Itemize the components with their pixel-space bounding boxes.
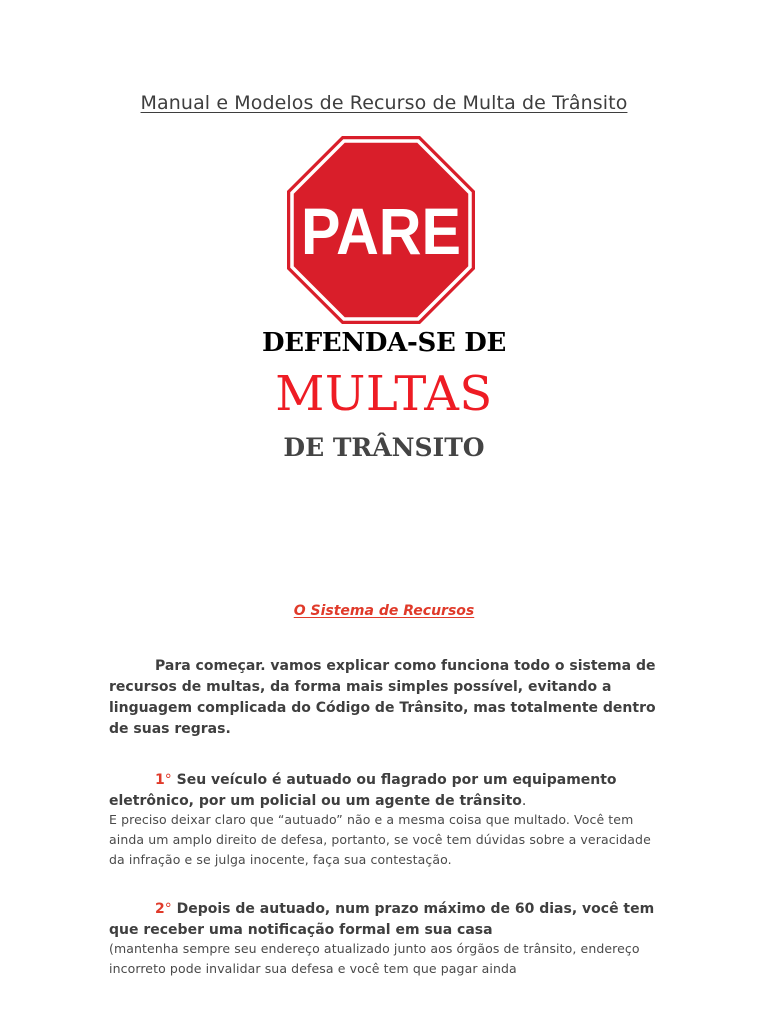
step-1-lead	[109, 770, 659, 812]
intro-text: Para começar. vamos explicar como funciona todo o sistema de recursos de multas, da forma mais simples possível, evitando a linguagem complicada do Código de Trânsito, mas totalmente dentro de suas regras.	[109, 658, 656, 737]
step-2-lead-text: Depois de autuado, num prazo máximo de 60 dias, você tem que receber uma notificação formal em sua casa	[109, 901, 655, 938]
step-2-number: 2	[155, 901, 165, 917]
section-heading: O Sistema de Recursos	[293, 603, 475, 619]
step-1-degree: °	[164, 772, 172, 788]
step-1-number: 1	[155, 772, 165, 788]
banner-line-1: DEFENDA-SE DE	[261, 328, 507, 358]
banner-line-3: DE TRÂNSITO	[283, 433, 485, 462]
step-2-note: (mantenha sempre seu endereço atualizado junto aos órgãos de trânsito, endereço incorreto pode invalidar sua defesa e você tem que pagar ainda	[109, 941, 640, 976]
banner-line-2: MULTAS	[275, 366, 493, 422]
step-1-note: E preciso deixar claro que “autuado” não e a mesma coisa que multado. Você tem ainda um amplo direito de defesa, portanto, se você tem dúvidas sobre a veracidade da infração e se julga inocente, faça sua contestação.	[109, 812, 651, 867]
intro-paragraph	[109, 656, 659, 740]
stop-sign-text: PARE	[301, 194, 461, 268]
stop-sign-image	[287, 136, 475, 324]
step-1-lead-end: .	[521, 793, 527, 809]
document-title: Manual e Modelos de Recurso de Multa de Trânsito	[140, 92, 628, 114]
step-2-lead	[109, 899, 659, 941]
step-1-lead-text: Seu veículo é autuado ou flagrado por um equipamento eletrônico, por um policial ou um agente de trânsito	[109, 772, 617, 809]
step-2-degree: °	[164, 901, 172, 917]
